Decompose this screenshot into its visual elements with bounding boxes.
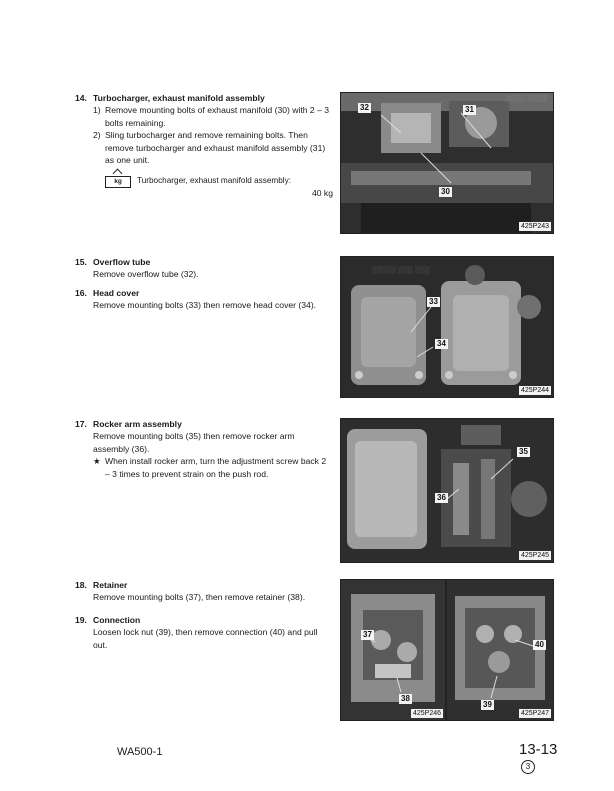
- callout: 33: [429, 297, 438, 306]
- photo-retainer: [340, 579, 446, 721]
- step-number: 16.: [75, 288, 87, 298]
- photo-code: 425P243: [520, 223, 549, 230]
- step-title: Connection: [93, 615, 141, 625]
- substep: 1) Remove mounting bolts of exhaust manifold (30) with 2 – 3 bolts remaining.: [93, 105, 330, 128]
- step-body: Loosen lock nut (39), then remove connection (40) and pull out.: [93, 627, 318, 650]
- weight-icon: kg: [105, 176, 131, 188]
- photo-rocker-arm: [340, 418, 554, 563]
- callout: 35: [519, 447, 528, 456]
- step-number: 19.: [75, 615, 87, 625]
- step-18: [75, 579, 333, 604]
- step-body: Remove mounting bolts (37), then remove retainer (38).: [93, 592, 306, 603]
- step-number: 15.: [75, 257, 87, 267]
- page-number: 13-13: [519, 741, 558, 758]
- photo-code: 425P246: [412, 710, 441, 717]
- step-title: Head cover: [93, 288, 140, 298]
- callout: 38: [401, 694, 410, 703]
- photo-connection: [446, 579, 554, 721]
- revision-mark: 3: [521, 760, 535, 774]
- callout: 40: [535, 640, 544, 649]
- callout: 34: [437, 339, 446, 348]
- step-number: 14.: [75, 93, 87, 103]
- substep: 2) Sling turbocharger and remove remaining bolts. Then remove turbocharger and exhaust manifold assembly (31) as one unit.: [93, 130, 326, 166]
- model-number: WA500-1: [117, 746, 163, 758]
- step-title: Overflow tube: [93, 257, 151, 267]
- photo-turbocharger: ░░░░ ░░░░ 32 31 30 425P243: [340, 92, 554, 234]
- step-19: [75, 614, 333, 651]
- engine-photo-illustration: [341, 419, 553, 562]
- photo-head-cover: ░░░░░ ░░░ ░░░ 33 34 425P244: [340, 256, 554, 398]
- weight-value: 40 kg: [311, 188, 333, 199]
- step-title: Retainer: [93, 580, 128, 590]
- callout: 30: [441, 187, 450, 196]
- step-number: 17.: [75, 419, 87, 429]
- weight-spec: [93, 172, 333, 199]
- step-title: Turbocharger, exhaust manifold assembly: [93, 93, 265, 103]
- step-title: Rocker arm assembly: [93, 419, 182, 429]
- photo-code: 425P244: [520, 387, 549, 394]
- step-14: [75, 92, 333, 199]
- engine-photo-illustration: [447, 580, 553, 720]
- photo-code: 425P247: [520, 710, 549, 717]
- callout: 32: [360, 103, 369, 112]
- engine-photo-illustration: [341, 93, 553, 233]
- engine-photo-illustration: [341, 257, 553, 397]
- step-number: 18.: [75, 580, 87, 590]
- callout: 36: [437, 493, 446, 502]
- install-note: ★ When install rocker arm, turn the adjustment screw back 2 – 3 times to prevent strain on the push rod.: [93, 456, 327, 479]
- photo-code: 425P245: [520, 552, 549, 559]
- weight-label: Turbocharger, exhaust manifold assembly:: [137, 176, 291, 186]
- step-17: [75, 418, 333, 480]
- step-body: Remove overflow tube (32).: [93, 269, 199, 280]
- callout: 31: [465, 105, 474, 114]
- engine-photo-illustration: [341, 580, 445, 720]
- step-16: [75, 287, 333, 312]
- callout: 37: [363, 630, 372, 639]
- callout: 39: [483, 700, 492, 709]
- step-15: [75, 256, 333, 281]
- star-icon: ★: [93, 456, 101, 467]
- step-body: Remove mounting bolts (33) then remove head cover (34).: [93, 300, 317, 311]
- step-body: Remove mounting bolts (35) then remove rocker arm assembly (36).: [93, 431, 295, 454]
